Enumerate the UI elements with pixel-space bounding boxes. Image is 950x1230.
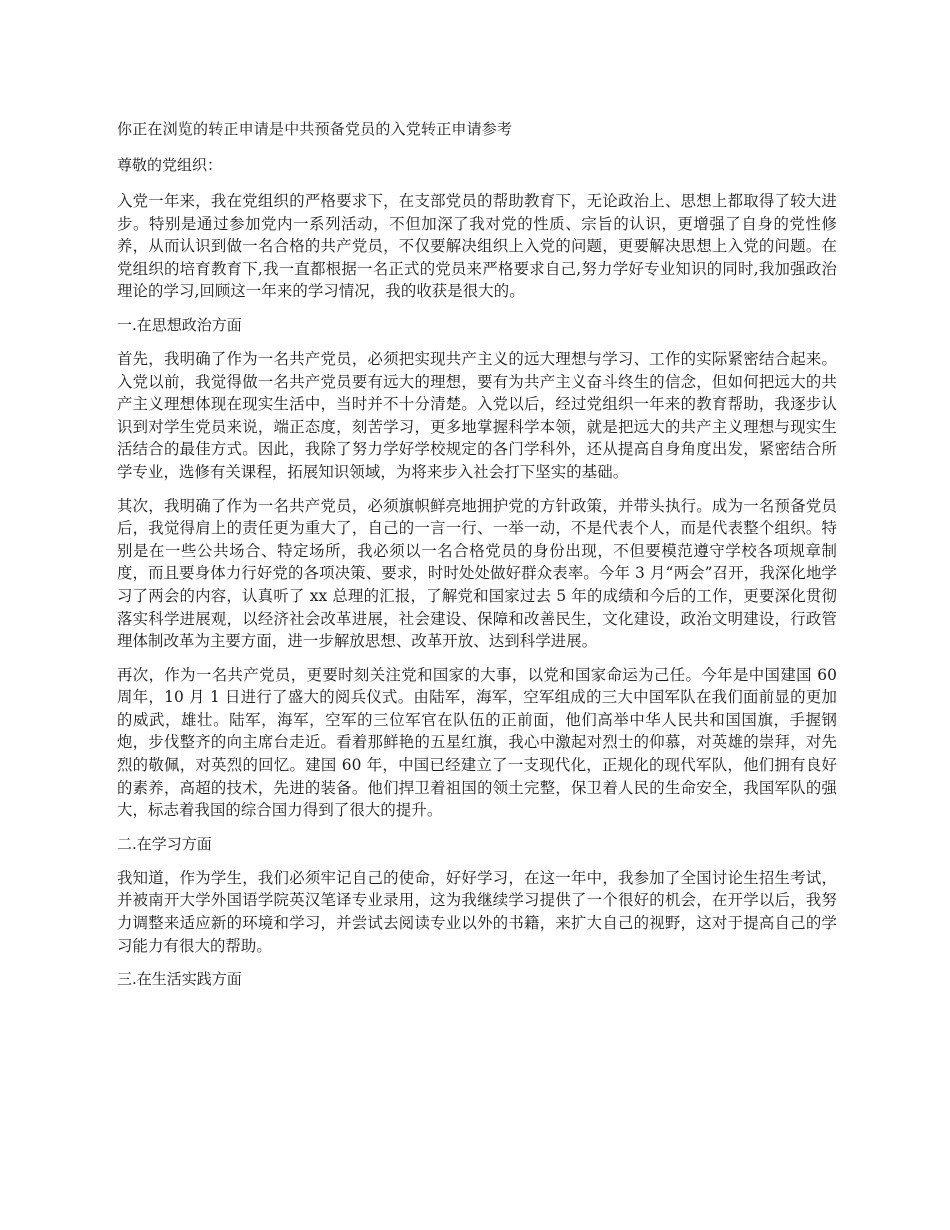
paragraph-study: 我知道，作为学生，我们必须牢记自己的使命，好好学习，在这一年中，我参加了全国讨论生招生考试，并被南开大学外国语学院英汉笔译专业录用，这为我继续学习提供了一个很好的机会，在开学以后，我努力调整来适应新的环境和学习，并尝试去阅读专业以外的书籍，来扩大自己的视野，这对于提高自己的学习能力有很大的帮助。 — [117, 868, 837, 955]
intro-paragraph: 入党一年来，我在党组织的严格要求下，在支部党员的帮助教育下，无论政治上、思想上都取得了较大进步。特别是通过参加党内一系列活动，不但加深了我对党的性质、宗旨的认识，更增强了自身的党性修养，从而认识到做一名合格的共产党员，不仅要解决组织上入党的问题，更要解决思想上入党的问题。在党组织的培育教育下,我一直都根据一名正式的党员来严格要求自己,努力学好专业知识的同时,我加强政治理论的学习,回顾这一年来的学习情况，我的收获是很大的。 — [117, 192, 837, 301]
section-heading-ideology: 一.在思想政治方面 — [117, 315, 242, 334]
section-heading-study: 二.在学习方面 — [117, 834, 212, 853]
document-page — [117, 118, 837, 1002]
paragraph-secondly: 其次，我明确了作为一名共产党员，必须旗帜鲜亮地拥护党的方针政策，并带头执行。成为一名预备党员后，我觉得肩上的责任更为重大了，自己的一言一行、一举一动，不是代表个人，而是代表整个组织。特别是在一些公共场合、特定场所，我必须以一名合格党员的身份出现，不但要模范遵守学校各项规章制度，而且要身体力行好党的各项决策、要求，时时处处做好群众表率。今年 3 月“两会”召开，我深化地学习了两会的内容，认真听了 xx 总理的汇报，了解党和国家过去 5 年的成绩和今后的工作，更要深化贯彻落实科学进展观，以经济社会改革进展，社会建设、保障和改善民生，文化建设，政治文明建设，行政管理体制改革为主要方面，进一步解放思想、改革开放、达到科学进展。 — [117, 496, 837, 651]
document-title: 你正在浏览的转正申请是中共预备党员的入党转正申请参考 — [117, 120, 513, 138]
salutation: 尊敬的党组织： — [117, 156, 223, 174]
paragraph-thirdly: 再次，作为一名共产党员，更要时刻关注党和国家的大事，以党和国家命运为己任。今年是中国建国 60 周年，10 月 1 日进行了盛大的阅兵仪式。由陆军，海军，空军组成的三大中国军队在我们面前显的更加的威武，雄壮。陆军，海军，空军的三位军官在队伍的正前面，他们高举中华人民共和国国旗，手握钢炮，步伐整齐的向主席台走近。看着那鲜艳的五星红旗，我心中激起对烈士的仰慕，对英雄的崇拜，对先烈的敬佩，对英烈的回忆。建国 60 年，中国已经建立了一支现代化，正规化的现代军队，他们拥有良好的素养，高超的技术，先进的装备。他们捍卫着祖国的领土完整，保卫着人民的生命安全，我国军队的强大，标志着我国的综合国力得到了很大的提升。 — [117, 665, 837, 820]
section-heading-life: 三.在生活实践方面 — [117, 970, 242, 989]
paragraph-firstly: 首先，我明确了作为一名共产党员，必须把实现共产主义的远大理想与学习、工作的实际紧密结合起来。入党以前，我觉得做一名共产党员要有远大的理想，要有为共产主义奋斗终生的信念，但如何把远大的共产主义理想体现在现实生活中，当时并不十分清楚。入党以后，经过党组织一年来的教育帮助，我逐步认识到对学生党员来说，端正态度，刻苦学习，更多地掌握科学本领，就是把远大的共产主义理想与现实生活结合的最佳方式。因此，我除了努力学好学校规定的各门学科外，还从提高自身角度出发，紧密结合所学专业，选修有关课程，拓展知识领域，为将来步入社会打下坚实的基础。 — [117, 349, 837, 481]
